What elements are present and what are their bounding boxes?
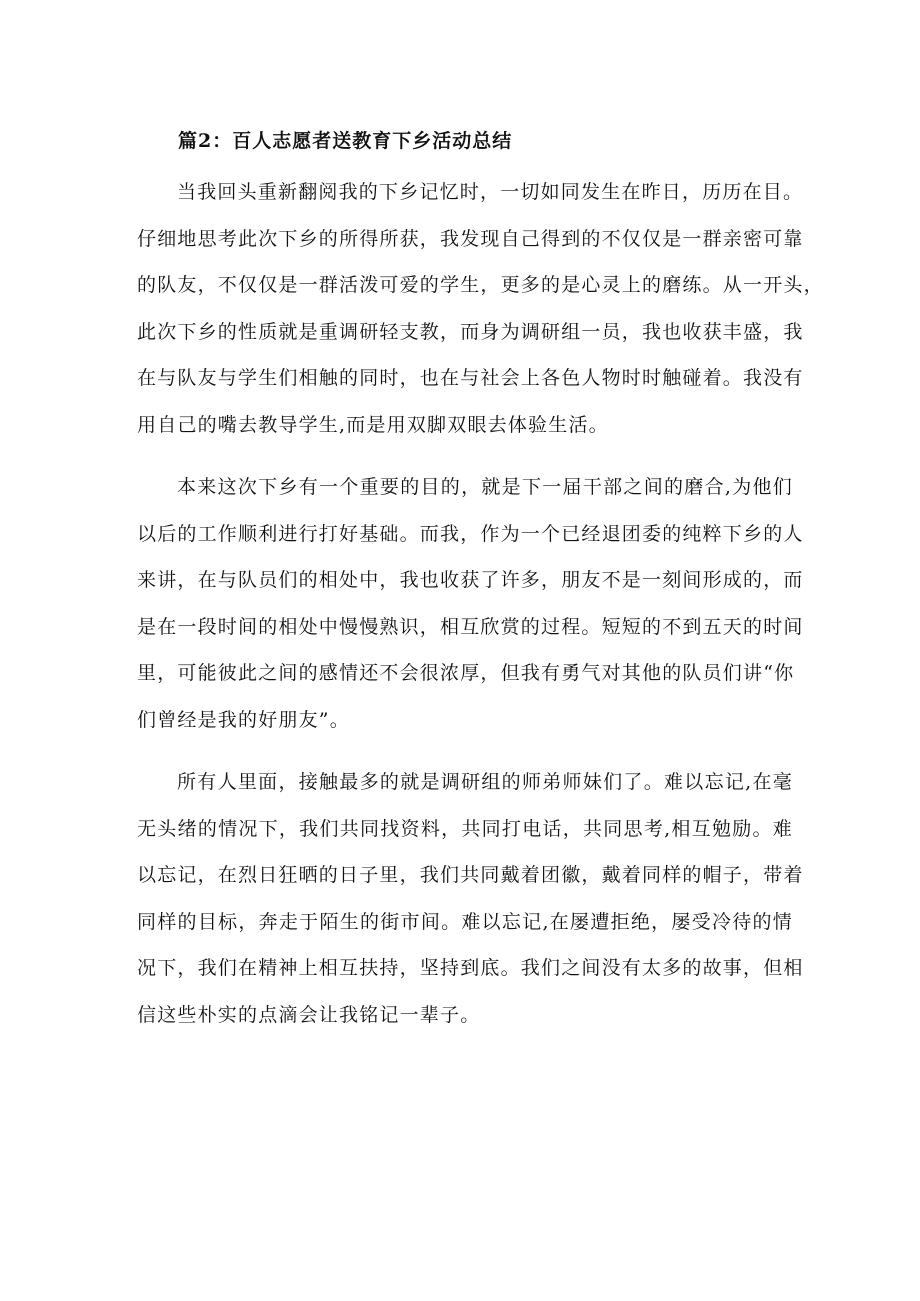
paragraph-line: 里，可能彼此之间的感情还不会很浓厚，但我有勇气对其他的队员们讲“你 [137, 662, 795, 684]
paragraph-line: 所有人里面，接触最多的就是调研组的师弟师妹们了。难以忘记,在毫 [177, 771, 793, 793]
document-title: 篇2：百人志愿者送教育下乡活动总结 [178, 130, 513, 152]
paragraph-line: 用自己的嘴去教导学生,而是用双脚双眼去体验生活。 [137, 413, 609, 436]
paragraph-line: 况下，我们在精神上相互扶持，坚持到底。我们之间没有太多的故事，但相 [137, 957, 804, 979]
paragraph-1 [137, 169, 824, 448]
paragraph-line: 的队友，不仅仅是一群活泼可爱的学生，更多的是心灵上的磨练。从一开头， [137, 274, 824, 296]
paragraph-3 [137, 759, 804, 1038]
document-page [137, 121, 824, 1038]
paragraph-line: 以后的工作顺利进行打好基础。而我，作为一个已经退团委的纯粹下乡的人 [137, 522, 804, 545]
paragraph-line: 仔细地思考此次下乡的所得所获，我发现自己得到的不仅仅是一群亲密可靠 [137, 227, 804, 250]
paragraph-line: 信这些朴实的点滴会让我铭记一辈子。 [137, 1003, 481, 1026]
paragraph-line: 以忘记，在烈日狂晒的日子里，我们共同戴着团徽，戴着同样的帽子，带着 [137, 864, 804, 886]
paragraph-line: 当我回头重新翻阅我的下乡记忆时，一切如同发生在昨日，历历在目。 [177, 181, 804, 203]
paragraph-line: 们曾经是我的好朋友”。 [137, 708, 350, 731]
paragraph-line: 此次下乡的性质就是重调研轻支教，而身为调研组一员，我也收获丰盛，我 [137, 320, 804, 343]
paragraph-line: 是在一段时间的相处中慢慢熟识，相互欣赏的过程。短短的不到五天的时间 [137, 615, 804, 638]
paragraph-line: 同样的目标，奔走于陌生的街市间。难以忘记,在屡遭拒绝，屡受冷待的情 [137, 910, 793, 933]
paragraph-2 [137, 464, 804, 743]
paragraph-line: 无头绪的情况下，我们共同找资料，共同打电话，共同思考,相互勉励。难 [137, 817, 793, 840]
paragraph-line: 在与队友与学生们相触的同时，也在与社会上各色人物时时触碰着。我没有 [137, 367, 804, 389]
paragraph-line: 来讲，在与队员们的相处中，我也收获了许多，朋友不是一刻间形成的，而 [137, 569, 804, 591]
paragraph-line: 本来这次下乡有一个重要的目的，就是下一届干部之间的磨合,为他们 [177, 476, 793, 498]
